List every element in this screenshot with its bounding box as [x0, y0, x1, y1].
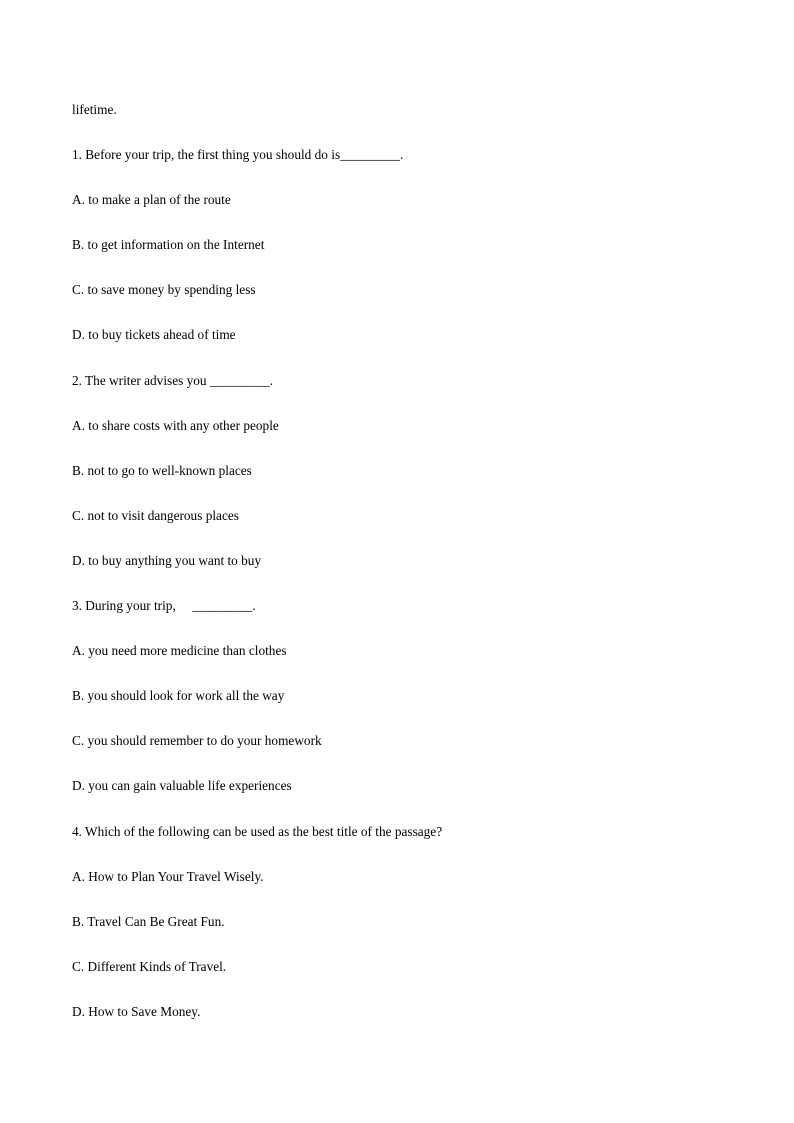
question-3-option-a: A. you need more medicine than clothes — [72, 643, 287, 659]
question-2-option-c: C. not to visit dangerous places — [72, 507, 239, 523]
question-4-stem: 4. Which of the following can be used as the best title of the passage? — [72, 823, 443, 839]
question-1-option-c: C. to save money by spending less — [72, 282, 256, 298]
question-3-option-b: B. you should look for work all the way — [72, 688, 285, 704]
question-1-option-b: B. to get information on the Internet — [72, 237, 265, 253]
question-2-option-b: B. not to go to well-known places — [72, 462, 252, 478]
question-3-option-c: C. you should remember to do your homework — [72, 733, 322, 749]
passage-continuation: lifetime. — [72, 102, 117, 117]
question-4-option-a: A. How to Plan Your Travel Wisely. — [72, 868, 264, 884]
document-body — [72, 101, 752, 1048]
question-4-option-c: C. Different Kinds of Travel. — [72, 958, 227, 974]
question-1-stem: 1. Before your trip, the first thing you should do is_________. — [72, 147, 404, 163]
question-3-option-d: D. you can gain valuable life experiences — [72, 778, 292, 794]
question-2-stem: 2. The writer advises you _________. — [72, 372, 274, 388]
question-3-stem: 3. During your trip, _________. — [72, 598, 256, 614]
question-4-option-d: D. How to Save Money. — [72, 1003, 201, 1019]
question-2-option-d: D. to buy anything you want to buy — [72, 552, 262, 568]
question-4-option-b: B. Travel Can Be Great Fun. — [72, 913, 225, 929]
question-1-option-d: D. to buy tickets ahead of time — [72, 327, 236, 343]
question-2-option-a: A. to share costs with any other people — [72, 417, 279, 433]
question-1-option-a: A. to make a plan of the route — [72, 192, 231, 208]
